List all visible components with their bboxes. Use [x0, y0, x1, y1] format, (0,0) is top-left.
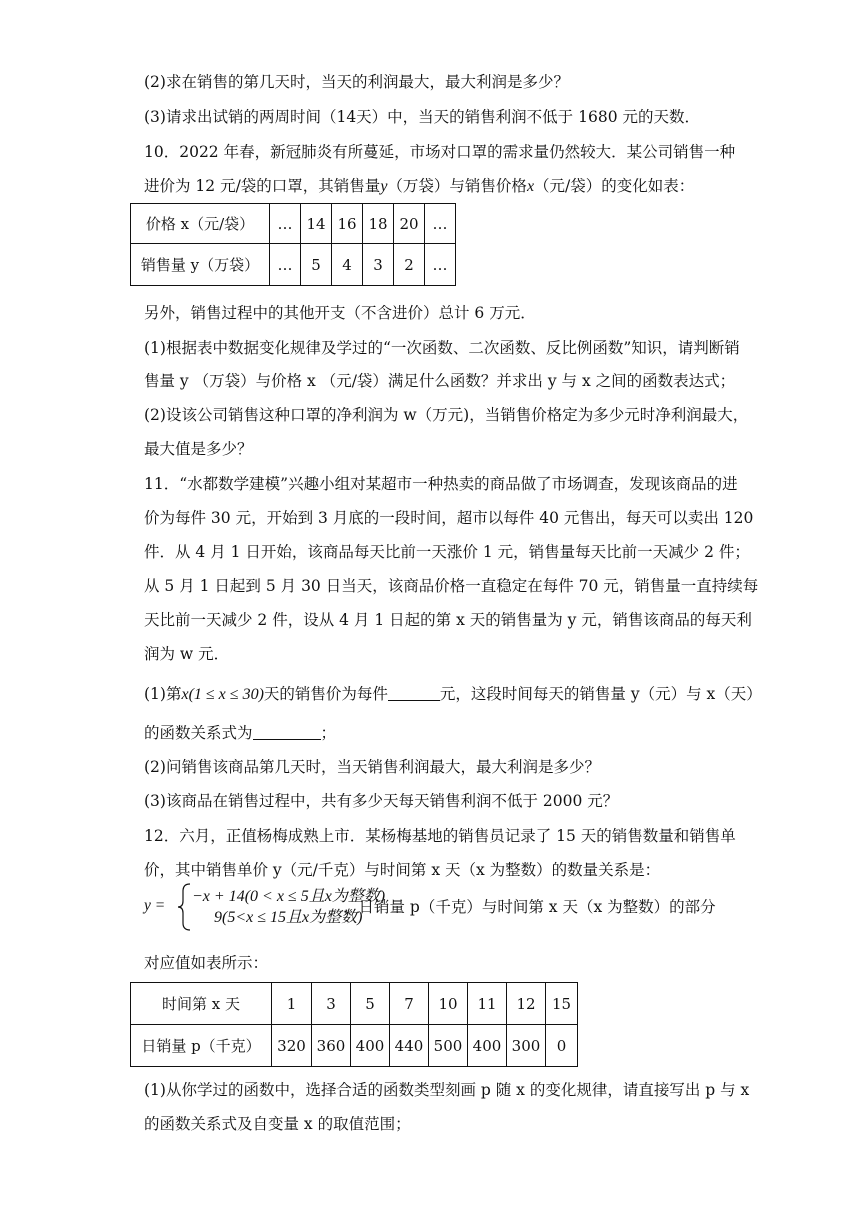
table-cell: 5: [351, 983, 390, 1025]
table-cell: 0: [546, 1025, 578, 1067]
table-cell: …: [425, 204, 456, 244]
table-cell: 3: [312, 983, 351, 1025]
table-cell: 12: [507, 983, 546, 1025]
q11-part2: (2)问销售该商品第几天时，当天销售利润最大，最大利润是多少？: [144, 758, 600, 776]
table-cell: 14: [301, 204, 332, 244]
answer-blank: [253, 724, 321, 740]
q12-part1-line2: 的函数关系式及自变量 x 的取值范围；: [144, 1115, 411, 1133]
q11-part3: (3)该商品在销售过程中，共有多少天每天销售利润不低于 2000 元？: [144, 792, 619, 810]
row-label: 价格 x（元/袋）: [131, 204, 270, 244]
table-cell: …: [270, 244, 301, 286]
formula-case-2: 9(5<x ≤ 15且x为整数): [214, 909, 363, 926]
day-sales-table: [130, 982, 578, 1067]
q10-part2-line1: (2)设该公司销售这种口罩的净利润为 w（万元)，当销售价格定为多少元时净利润最大，: [144, 406, 749, 424]
q11-part1-line1: (1)第x(1 ≤ x ≤ 30)天的销售价为每件 元，这段时间每天的销售量 y（元）与 x（天）: [144, 685, 762, 703]
table-row: [131, 244, 456, 286]
q10-text-3: 另外，销售过程中的其他开支（不含进价）总计 6 万元．: [144, 304, 536, 322]
table-cell: 4: [332, 244, 363, 286]
table-cell: 1: [272, 983, 312, 1025]
table-cell: 3: [363, 244, 394, 286]
table-cell: 2: [394, 244, 425, 286]
table-cell: 20: [394, 204, 425, 244]
q11-text-4: 从 5 月 1 日起到 5 月 30 日当天，该商品价格一直稳定在每件 70 元，销售量一直持续每: [144, 577, 759, 595]
q12-text-3: ，日销量 p（千克）与时间第 x 天（x 为整数）的部分: [343, 898, 716, 916]
table-cell: 5: [301, 244, 332, 286]
table-cell: 360: [312, 1025, 351, 1067]
q9-part3: (3)请求出试销的两周时间（14天）中，当天的销售利润不低于 1680 元的天数．: [144, 108, 700, 126]
q12-text-1: 12．六月，正值杨梅成熟上市．某杨梅基地的销售员记录了 15 天的销售数量和销售单: [144, 827, 736, 845]
row-label: 销售量 y（万袋）: [131, 244, 270, 286]
q11-text-6: 润为 w 元．: [144, 645, 230, 663]
table-cell: 18: [363, 204, 394, 244]
price-sales-table: [130, 203, 456, 286]
q11-text-2: 价为每件 30 元，开始到 3 月底的一段时间，超市以每件 40 元售出，每天可以卖出 120: [144, 509, 754, 527]
table-cell: 7: [390, 983, 429, 1025]
q12-text-2: 价，其中销售单价 y（元/千克）与时间第 x 天（x 为整数）的数量关系是：: [144, 861, 661, 879]
answer-blank: [388, 685, 440, 701]
table-cell: 440: [390, 1025, 429, 1067]
table-cell: 10: [429, 983, 468, 1025]
table-cell: 15: [546, 983, 578, 1025]
q10-text-2: 进价为 12 元/袋的口罩，其销售量y（万袋）与销售价格x（元/袋）的变化如表：: [144, 177, 695, 195]
table-row: [131, 1025, 578, 1067]
q10-part1-line2: 售量 y （万袋）与价格 x （元/袋）满足什么函数？并求出 y 与 x 之间的函数表达式；: [144, 372, 736, 390]
table-cell: 300: [507, 1025, 546, 1067]
q10-text-1: 10．2022 年春，新冠肺炎有所蔓延，市场对口罩的需求量仍然较大．某公司销售一种: [144, 143, 736, 161]
q11-part1-line2: 的函数关系式为 ；: [144, 724, 337, 742]
q10-part2-line2: 最大值是多少？: [144, 440, 253, 458]
q11-text-5: 天比前一天减少 2 件，设从 4 月 1 日起的第 x 天的销售量为 y 元，销售该商品的每天利: [144, 611, 752, 629]
q11-text-3: 件．从 4 月 1 日开始，该商品每天比前一天涨价 1 元，销售量每天比前一天减少 2 件；: [144, 543, 750, 561]
table-cell: …: [270, 204, 301, 244]
q11-text-1: 11．“水都数学建模”兴趣小组对某超市一种热卖的商品做了市场调查，发现该商品的进: [144, 475, 738, 493]
table-cell: 16: [332, 204, 363, 244]
table-cell: 400: [468, 1025, 507, 1067]
formula-case-1: −x + 14(0 < x ≤ 5且x为整数): [192, 888, 386, 905]
row-label: 时间第 x 天: [131, 983, 272, 1025]
left-brace-icon: [176, 882, 192, 932]
q12-part1-line1: (1)从你学过的函数中，选择合适的函数类型刻画 p 随 x 的变化规律，请直接写出 p 与 x: [144, 1081, 750, 1099]
formula-lhs: y =: [144, 897, 166, 914]
table-cell: …: [425, 244, 456, 286]
table-cell: 11: [468, 983, 507, 1025]
table-cell: 400: [351, 1025, 390, 1067]
q12-text-4: 对应值如表所示：: [144, 954, 269, 972]
q10-part1-line1: (1)根据表中数据变化规律及学过的“一次函数、二次函数、反比例函数”知识，请判断销: [144, 339, 740, 357]
table-row: [131, 983, 578, 1025]
table-cell: 320: [272, 1025, 312, 1067]
q9-part2: (2)求在销售的第几天时，当天的利润最大，最大利润是多少？: [144, 73, 569, 91]
row-label: 日销量 p（千克）: [131, 1025, 272, 1067]
table-row: [131, 204, 456, 244]
table-cell: 500: [429, 1025, 468, 1067]
